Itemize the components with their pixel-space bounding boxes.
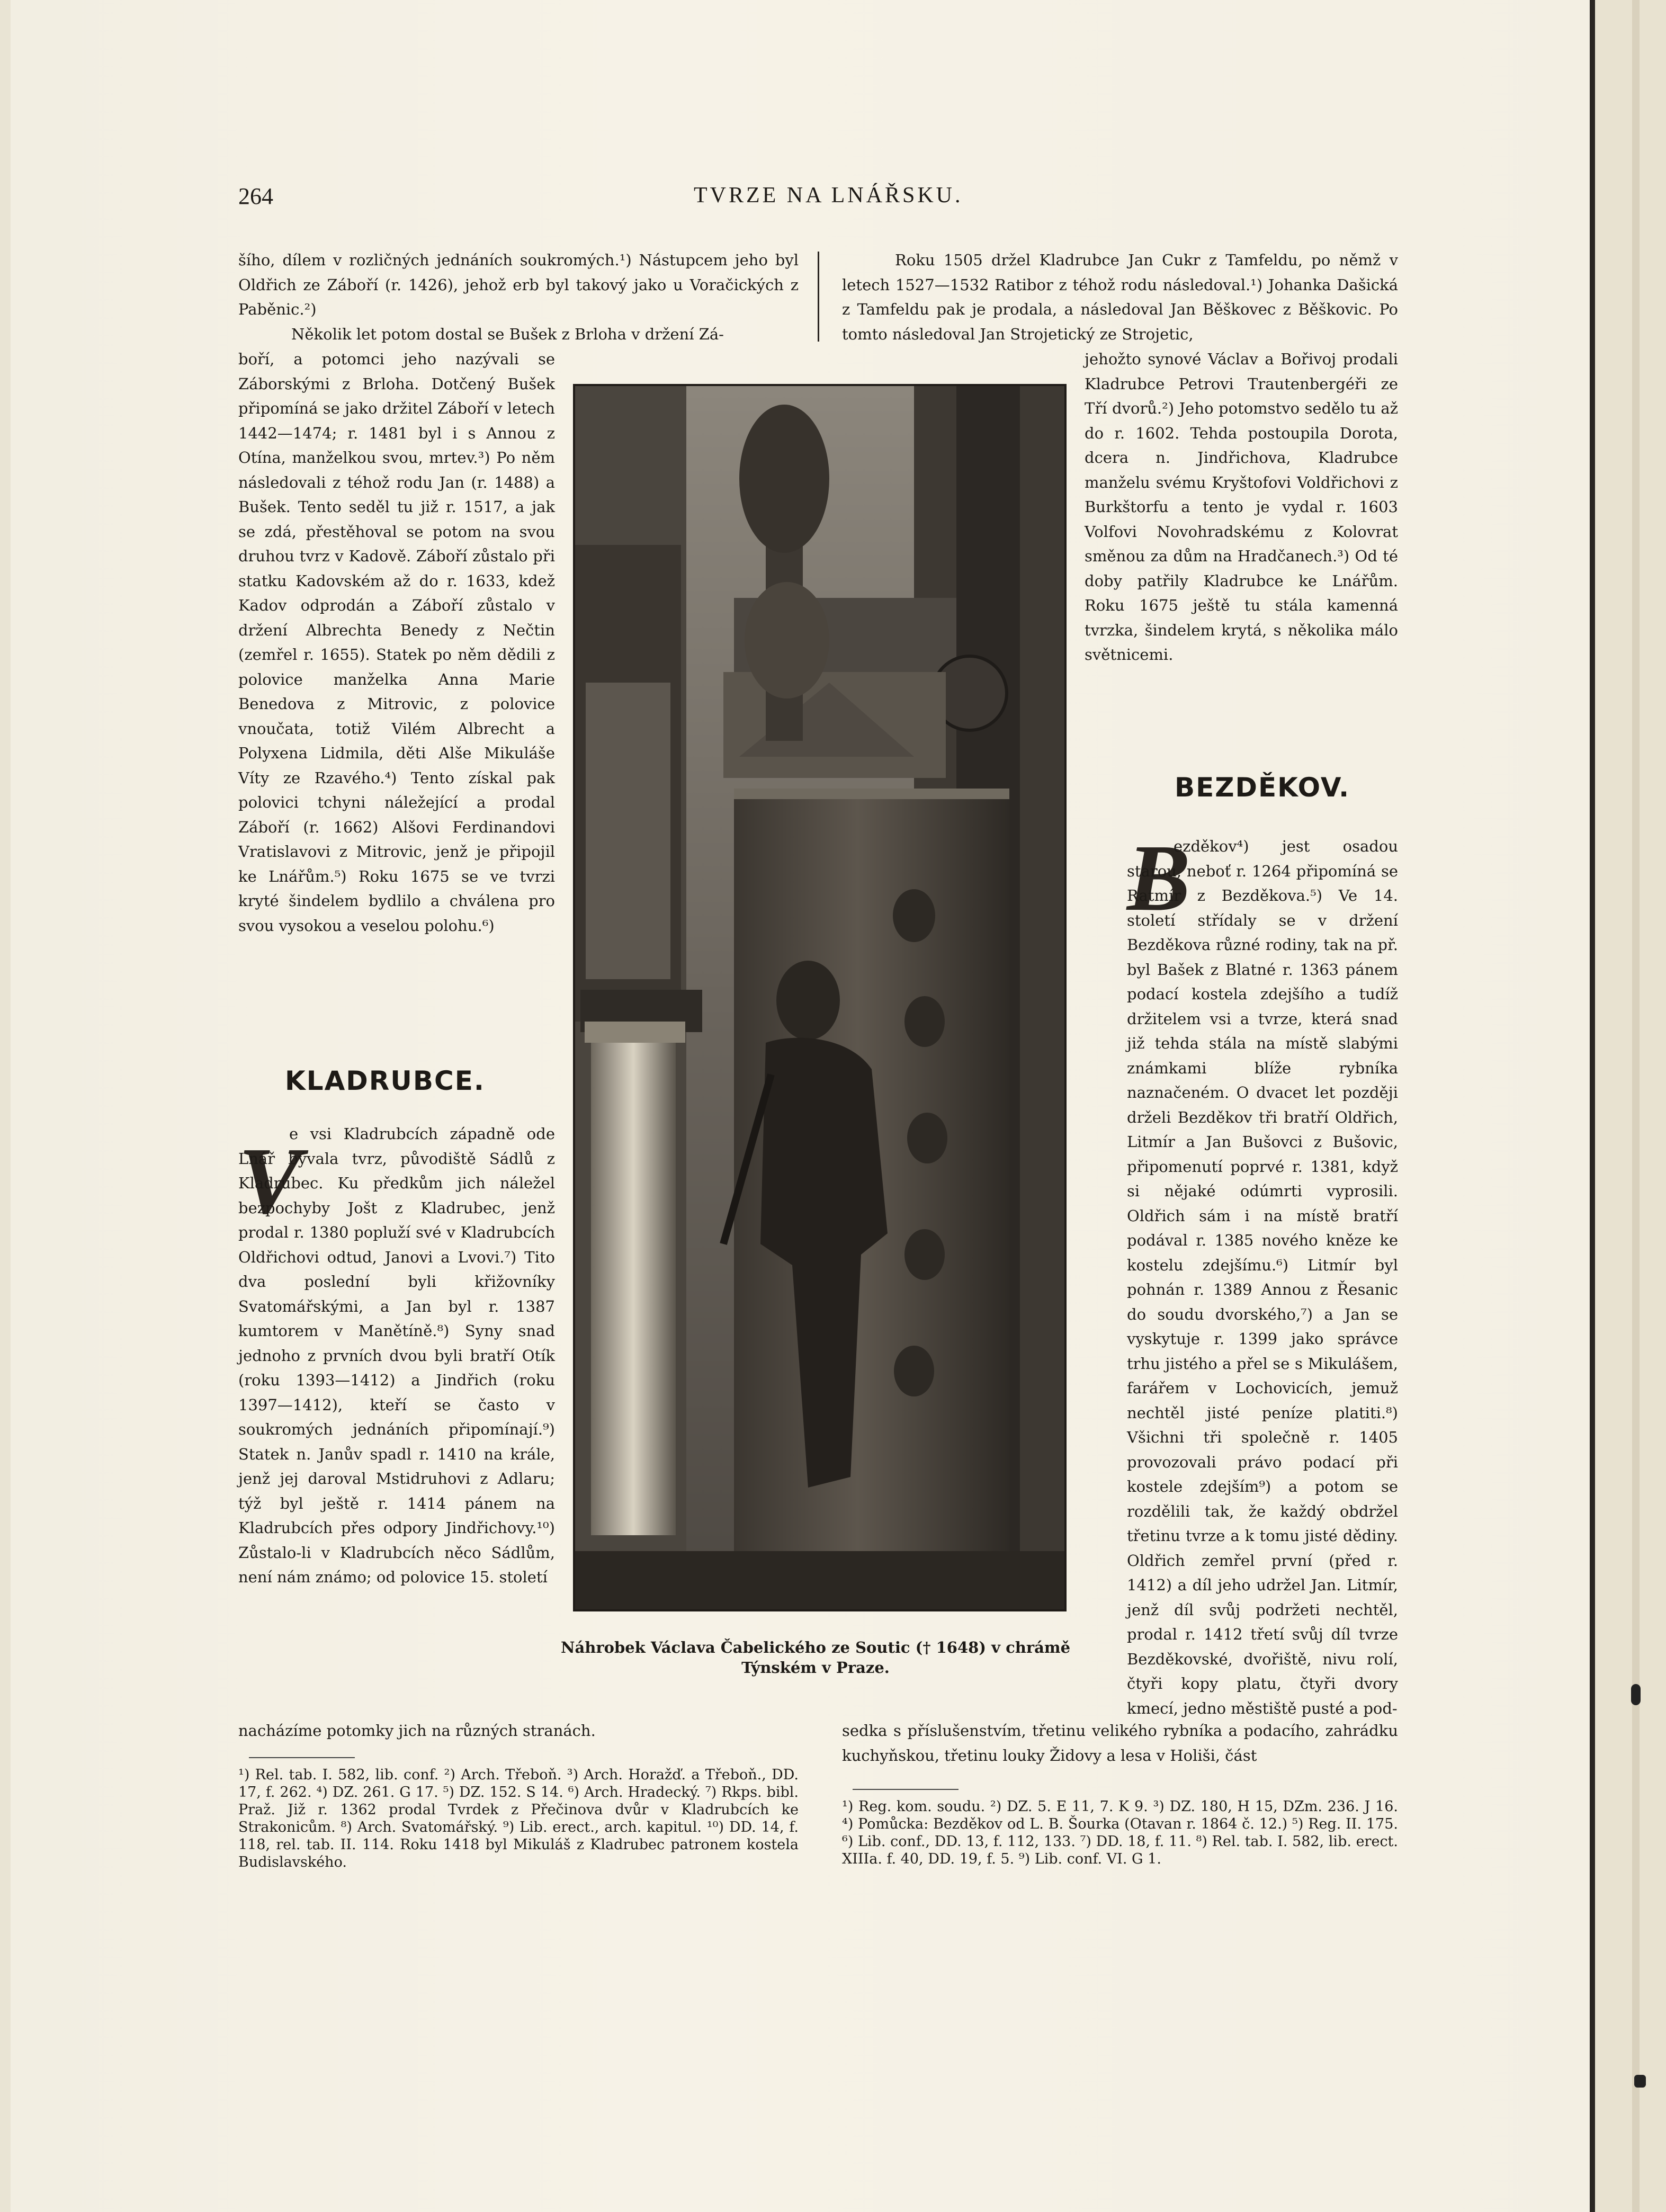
- heading-bezdekov: BEZDĚKOV.: [1175, 772, 1350, 803]
- page-edge-shadow: [1632, 0, 1640, 2212]
- footnotes-right: ¹) Reg. kom. soudu. ²) DZ. 5. E 11, 7. K 9. ³) DZ. 180, H 15, DZm. 236. J 16. ⁴) Pomůcka: Bezděkov od L. B. Šourka (Otavan r. 1864 č. 12.) ⁵) Reg. II. 175. ⁶) Lib. conf., DD. 13, f. 112, 133. ⁷) DD. 18, f. 11. ⁸) Rel. tab. I. 582, lib. erect. XIIIa. f. 40, DD. 19, f. 5. ⁹) Lib. conf. VI. G 1.: [842, 1798, 1398, 1867]
- left-paragraph-2: boří, a potomci jeho nazývali se Záborskými z Brloha. Dotčený Bušek připomíná se jako držitel Záboří v letech 1442—1474; r. 1481 byl i s Annou z Otína, manželkou svou, mrtev.³) Po něm následovali z téhož rodu Jan (r. 1488) a Bušek. Tento seděl tu již r. 1517, a jak se zdá, přestěhoval se potom na svou druhou tvrz v Kadově. Záboří zůstalo při statku Kadovském až do r. 1633, kdež Kadov odprodán a Záboří zůstalo v držení Albrechta Benedy z Nečtin (zemřel r. 1655). Statek po něm dědili z polovice manželka Anna Marie Benedova z Mitrovic, z polovice vnoučata, totiž Vilém Albrecht a Polyxena Lidmila, děti Alše Mikuláše Víty ze Rzavého.⁴) Tento získal pak polovici tchyni náležející a prodal Záboří (r. 1662) Alšovi Ferdinandovi Vratislavovi z Mitrovic, jenž je připojil ke Lnářům.⁵) Roku 1675 se ve tvrzi kryté šindelem bydlilo a chválena pro svou vysokou a veselou polohu.⁶): [238, 350, 555, 935]
- caption-line-2: Týnském v Praze.: [741, 1659, 890, 1677]
- column-rule: [818, 252, 819, 342]
- right-paragraph-1: jehožto synové Václav a Bořivoj prodali Kladrubce Petrovi Trautenbergéři ze Tří dvorů.²) Jeho potomstvo sedělo tu až do r. 1602. Tehda postoupila Dorota, dcera n. Jindřichova, Kladrubce manželu svému Kryštofovi Voldřichovi z Burkštorfu a tento je vydal r. 1603 Volfovi Novohradskému z Kolovrat směnou za dům na Hradčanech.³) Od té doby patřily Kladrubce ke Lnářům. Roku 1675 ještě tu stála kamenná tvrzka, šindelem krytá, s několika málo světnicemi.: [1085, 350, 1398, 664]
- dropcap-v: V: [238, 1128, 302, 1233]
- running-title: TVRZE NA LNÁŘSKU.: [694, 183, 963, 208]
- caption-line-1: Náhrobek Václava Čabelického ze Soutic († 1648) v chrámě: [560, 1638, 1071, 1656]
- left-paragraph-2-start: Několik let potom dostal se Bušek z Brloha v držení Zá-: [291, 325, 724, 343]
- heading-kladrubce: KLADRUBCE.: [285, 1065, 485, 1096]
- left-paragraph-1: šího, dílem v rozličných jednáních soukromých.¹) Nástupcem jeho byl Oldřich ze Záboří (r. 1426), jehož erb byl takový jako u Voračických z Paběnic.²) Několik let potom dostal se Bušek z Brloha v držení Zá-: [238, 248, 799, 346]
- right-paragraph-1-start: Roku 1505 držel Kladrubce Jan Cukr z Tamfeldu, po němž v letech 1527—1532 Ratibor z téhož rodu následoval.¹) Johanka Dašická z Tamfeldu pak je prodala, a následoval Jan Běškovec z Běškovic. Po tomto následoval Jan Strojetický ze Strojetic,: [842, 251, 1398, 343]
- bezdekov-paragraph: ezděkov⁴) jest osadou starou, neboť r. 1264 připomíná se Ratmír z Bezděkova.⁵) Ve 14. století střídaly se v držení Bezděkova různé rodiny, tak na př. byl Bašek z Blatné r. 1363 pánem podací kostela zdejšího a tudíž držitelem vsi a tvrze, která snad již tehda stála na místě slabými známkami blíže rybníka naznačeném. O dvacet let později drželi Bezděkov tři bratří Oldřich, Litmír a Jan Bušovci z Bušovic, připomenutí poprvé r. 1381, když si nějaké odúmrti vyprosili. Oldřich sám i na místě bratří podával r. 1385 nového kněze ke kostelu zdejšímu.⁶) Litmír byl pohnán r. 1389 Annou z Řesanic do soudu dvorského,⁷) a Jan se vyskytuje r. 1399 jako správce trhu jistého a přel se s Mikulášem, farářem v Lochovicích, jemuž nechtěl jisté peníze platiti.⁸) Všichni tři společně r. 1405 provozovali právo podací při kostele zdejším⁹) a potom se rozdělili tak, že každý obdržel třetinu tvrze a k tomu jisté dědiny. Oldřich zemřel první (před r. 1412) a díl jeho udržel Jan. Litmír, jenž díl svůj podržeti nechtěl, prodal r. 1412 třetí svůj díl tvrze Bezděkovské, dvořiště, nivu rolí, čtyři kopy platu, čtyři dvory kmecí, jedno městiště pusté a pod-: [1127, 837, 1398, 1717]
- book-page: [11, 0, 1610, 2212]
- footnote-rule-left: [249, 1757, 355, 1758]
- edge-mark: [1631, 1684, 1641, 1705]
- figure-caption: [551, 1637, 1080, 1678]
- tombstone-photo: [573, 384, 1067, 1611]
- bezdekov-paragraph-end: sedka s příslušenstvím, třetinu velikého rybníka a podacího, zahrádku kuchyňskou, třetinu louky Židovy a lesa v Holiši, část: [842, 1722, 1398, 1765]
- dropcap-b: B: [1127, 825, 1191, 930]
- kladrubce-paragraph: e vsi Kladrubcích západně ode Lnář bývala tvrz, původiště Sádlů z Kladrubec. Ku předkům jich náležel bezpochyby Jošt z Kladrubec, jenž prodal r. 1380 popluží své v Kladrubcích Oldřichovi odtud, Janovi a Lvovi.⁷) Tito dva poslední byli křižovníky Svatomářskými, a Jan byl r. 1387 kumtorem v Manětíně.⁸) Syny snad jednoho z prvních dvou byli bratří Otík (roku 1393—1412) a Jindřich (roku 1397—1412), kteří se často v soukromých jednáních připomínají.⁹) Statek n. Janův spadl r. 1410 na krále, jenž jej daroval Mstidruhovi z Adlaru; týž byl ještě r. 1414 pánem na Kladrubcích přes odpory Jindřichovy.¹⁰) Zůstalo-li v Kladrubcích něco Sádlům, není nám známo; od polovice 15. století: [238, 1125, 555, 1586]
- page-fold: [1590, 0, 1595, 2212]
- footnote-rule-right: [853, 1789, 959, 1790]
- edge-mark: [1634, 2075, 1646, 2088]
- kladrubce-paragraph-end: nacházíme potomky jich na různých stranách.: [238, 1722, 596, 1740]
- tombstone-illustration: [575, 386, 1064, 1609]
- page-edge: [1595, 0, 1666, 2212]
- page-number: 264: [238, 183, 273, 209]
- footnotes-left: ¹) Rel. tab. I. 582, lib. conf. ²) Arch. Třeboň. ³) Arch. Horažď. a Třeboň., DD. 17, f. 262. ⁴) DZ. 261. G 17. ⁵) DZ. 152. S 14. ⁶) Arch. Hradecký. ⁷) Rkps. bibl. Praž. Již r. 1362 prodal Tvrdek z Přečinova dvůr v Kladrubcích ke Strakonicům. ⁸) Arch. Svatomářský. ⁹) Lib. erect., arch. kapitul. ¹⁰) DD. 14, f. 118, rel. tab. II. 114. Roku 1418 byl Mikuláš z Kladrubec patronem kostela Budislavského.: [238, 1767, 799, 1870]
